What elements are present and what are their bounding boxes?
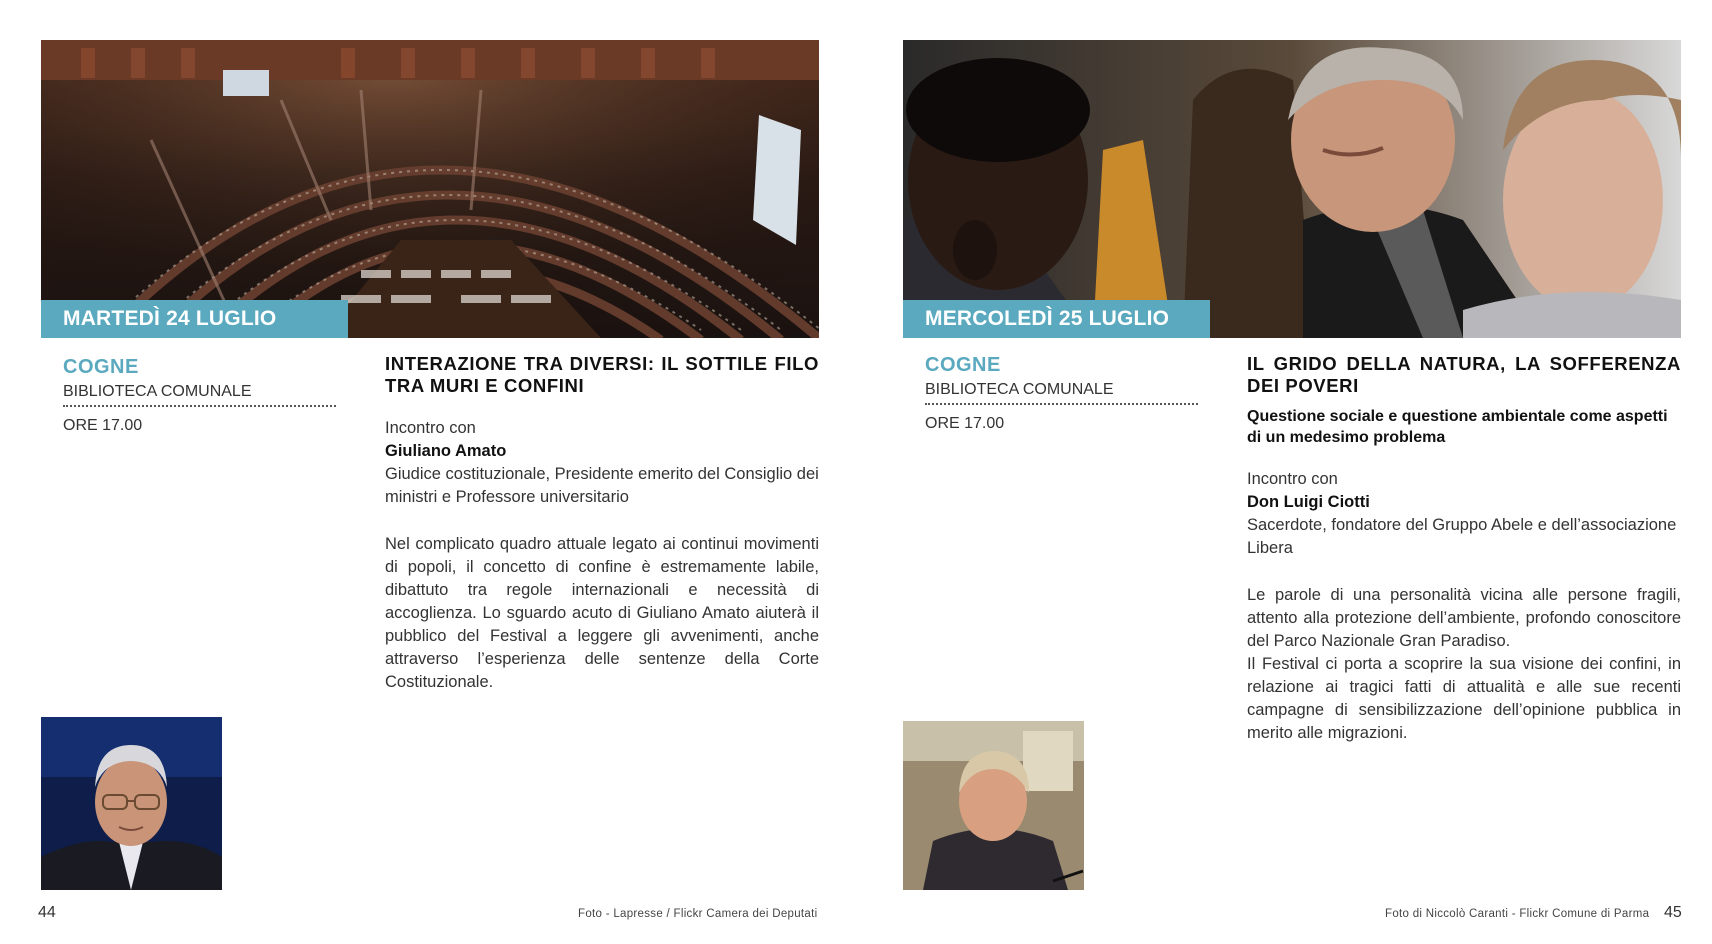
date-banner: MARTEDÌ 24 LUGLIO (41, 300, 348, 338)
portrait-image (41, 717, 222, 890)
event-meta (925, 354, 1198, 433)
event-title: INTERAZIONE TRA DIVERSI: IL SOTTILE FILO TRA MURI E CONFINI (385, 353, 819, 396)
venue: BIBLIOTECA COMUNALE (925, 381, 1198, 405)
event-description: Nel complicato quadro attuale legato ai continui movimenti di popoli, il concetto di confine è estremamente labile, dibattuto tra regole internazionali e necessità di accoglienza. Lo sguardo acuto di Giuliano Amato aiuterà il pubblico del Festival a leggere gli avvenimenti, anche attraverso l’esperienza delle sentenze della Corte Costituzionale. (385, 535, 819, 691)
meeting-photo (903, 40, 1681, 338)
date-banner: MERCOLEDÌ 25 LUGLIO (903, 300, 1210, 338)
town: COGNE (63, 356, 139, 378)
town: COGNE (925, 354, 1001, 376)
parliament-photo (41, 40, 819, 338)
portrait-image (903, 721, 1084, 890)
page-number: 44 (38, 904, 56, 921)
time: ORE 17.00 (63, 417, 143, 434)
photo-credit: Foto - Lapresse / Flickr Camera dei Deputati (578, 908, 818, 920)
page-number: 45 (1664, 904, 1682, 921)
speaker-portrait (903, 721, 1084, 890)
right-page (856, 0, 1712, 944)
event-description: Le parole di una personalità vicina alle persone fragili, attento alla protezione dell’ambiente, profondo conoscitore del Parco Nazionale Gran Paradiso. (1247, 586, 1681, 650)
event-subtitle: Questione sociale e questione ambientale come aspetti di un medesimo problema (1247, 408, 1668, 446)
speaker-portrait (41, 717, 222, 890)
speaker-role: Giudice costituzionale, Presidente emerito del Consiglio dei ministri e Professore universitario (385, 465, 819, 506)
parliament-chamber-image (41, 40, 819, 338)
time: ORE 17.00 (925, 415, 1005, 432)
people-talking-image (903, 40, 1681, 338)
event-title: IL GRIDO DELLA NATURA, LA SOFFERENZA DEI POVERI (1247, 353, 1681, 396)
event-meta (63, 356, 336, 435)
venue: BIBLIOTECA COMUNALE (63, 383, 336, 407)
event-content (1247, 353, 1681, 745)
photo-credit: Foto di Niccolò Caranti - Flickr Comune di Parma (1385, 908, 1650, 920)
speaker-name: Don Luigi Ciotti (1247, 493, 1370, 511)
speaker-role: Sacerdote, fondatore del Gruppo Abele e dell’associazione Libera (1247, 516, 1677, 557)
speaker-name: Giuliano Amato (385, 442, 507, 460)
intro-label: Incontro con (1247, 470, 1338, 488)
event-content (385, 353, 819, 694)
event-description-continued: Il Festival ci porta a scoprire la sua visione dei confini, in relazione ai tragici fatti di attualità e alle sue recenti campagne di sensibilizzazione dell’opinione pubblica in merito alle migrazioni. (1247, 655, 1681, 742)
intro-label: Incontro con (385, 419, 476, 437)
